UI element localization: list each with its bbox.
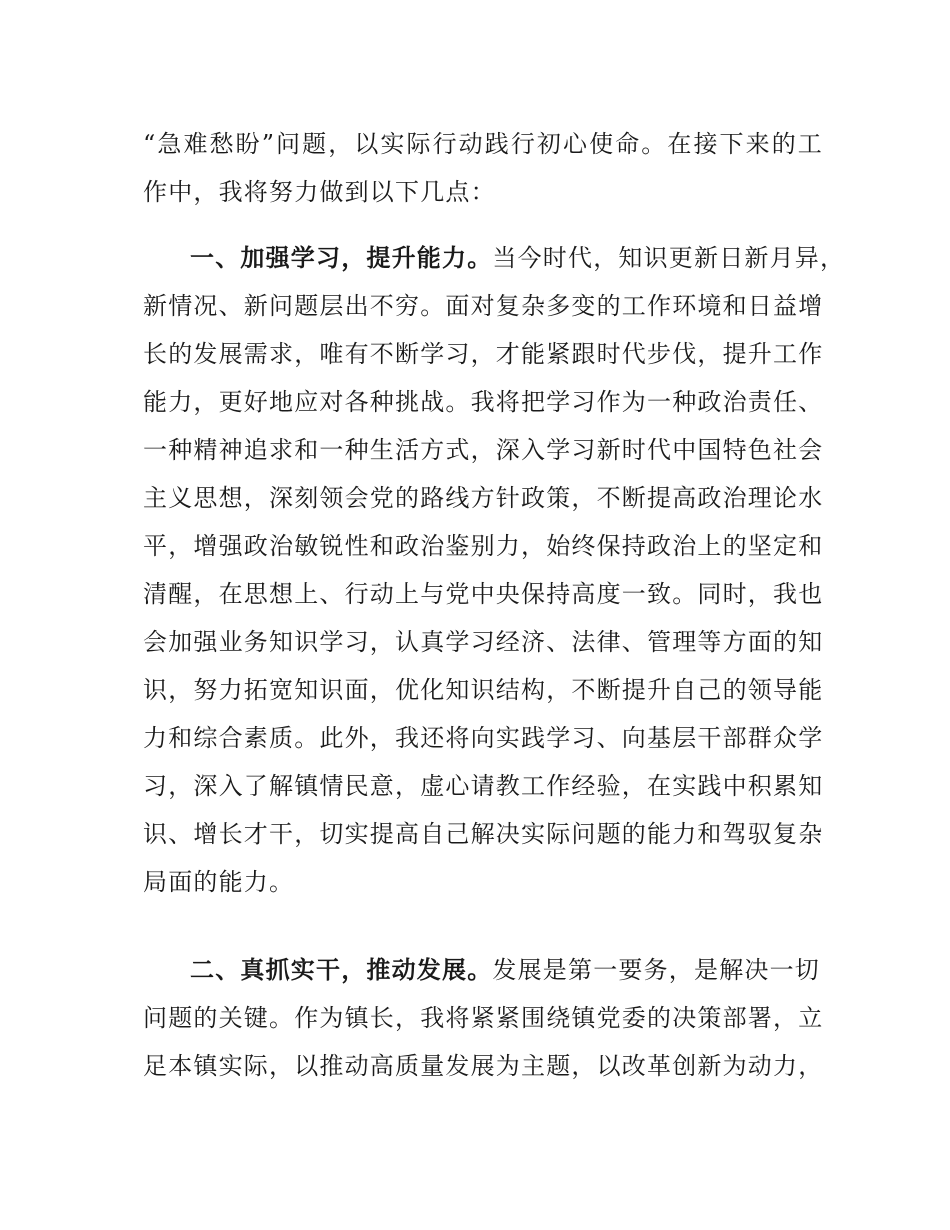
section2-line: 问题的关键。作为镇长，我将紧紧围绕镇党委的决策部署，立 (143, 1004, 824, 1032)
section1-line: 识，努力拓宽知识面，优化知识结构，不断提升自己的领导能 (143, 676, 824, 704)
section2-heading: 二、真抓实干，推动发展。 (190, 956, 493, 984)
section1-heading: 一、加强学习，提升能力。 (190, 244, 493, 272)
section1-line: 一种精神追求和一种生活方式，深入学习新时代中国特色社会 (143, 436, 824, 464)
section1-line: 主义思想，深刻领会党的路线方针政策，不断提高政治理论水 (143, 484, 824, 512)
section1-line: 清醒，在思想上、行动上与党中央保持高度一致。同时，我也 (143, 580, 824, 608)
section2-first-line (190, 946, 870, 994)
section1-first-line (190, 234, 870, 282)
section1-line: 会加强业务知识学习，认真学习经济、法律、管理等方面的知 (143, 628, 824, 656)
section1-line: 新情况、新问题层出不穷。面对复杂多变的工作环境和日益增 (143, 292, 824, 320)
section1-line: 长的发展需求，唯有不断学习，才能紧跟时代步伐，提升工作 (143, 340, 824, 368)
section1-line: 力和综合素质。此外，我还将向实践学习、向基层干部群众学 (143, 724, 824, 752)
intro-line-1: “急难愁盼”问题，以实际行动践行初心使命。在接下来的工 (143, 130, 823, 158)
section2-first-line-text: 发展是第一要务，是解决一切 (492, 956, 821, 984)
intro-line-2: 作中，我将努力做到以下几点： (143, 178, 496, 206)
section1-line: 局面的能力。 (143, 868, 295, 896)
section1-line: 能力，更好地应对各种挑战。我将把学习作为一种政治责任、 (143, 388, 824, 416)
section1-first-line-text: 当今时代，知识更新日新月异， (492, 244, 846, 272)
section1-line: 识、增长才干，切实提高自己解决实际问题的能力和驾驭复杂 (143, 820, 824, 848)
section2-line: 足本镇实际，以推动高质量发展为主题，以改革创新为动力， (143, 1052, 824, 1080)
section1-line: 习，深入了解镇情民意，虚心请教工作经验，在实践中积累知 (143, 772, 824, 800)
section1-line: 平，增强政治敏锐性和政治鉴别力，始终保持政治上的坚定和 (143, 532, 824, 560)
